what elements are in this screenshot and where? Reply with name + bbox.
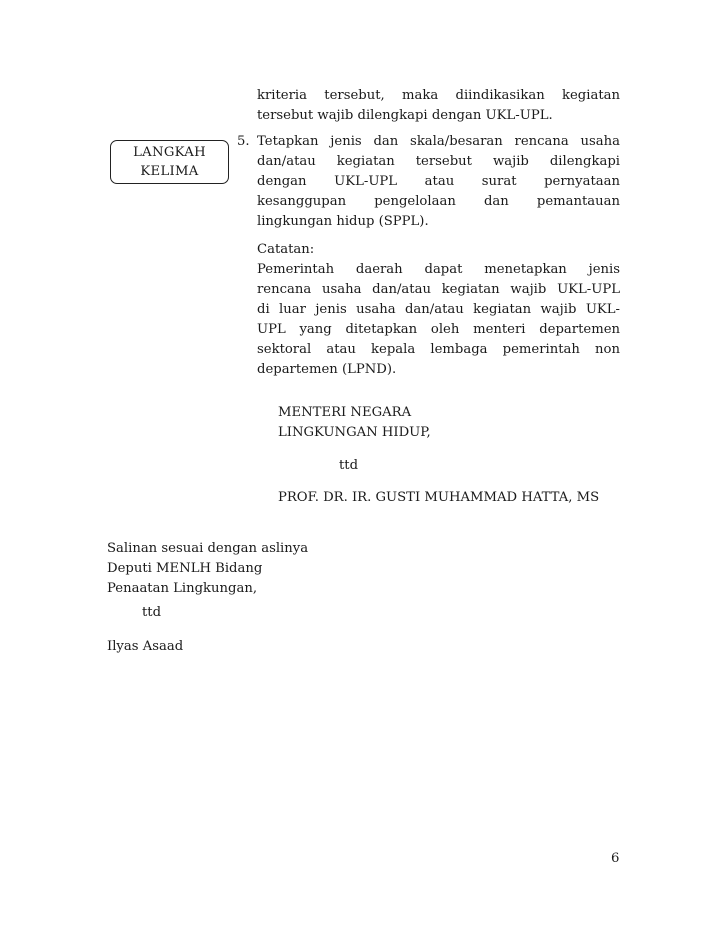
item5-line-5: lingkungan hidup (SPPL). xyxy=(257,214,429,229)
note-line-4: UPL yang ditetapkan oleh menteri departemen xyxy=(257,322,620,337)
note-line-1: Pemerintah daerah dapat menetapkan jenis xyxy=(257,262,620,277)
note-line-3: di luar jenis usaha dan/atau kegiatan wajib UKL- xyxy=(257,302,620,317)
item5-line-4: kesanggupan pengelolaan dan pemantauan xyxy=(257,194,620,209)
page-number: 6 xyxy=(611,851,620,866)
copy-line-1: Salinan sesuai dengan aslinya xyxy=(107,541,309,556)
signature-title-line-1: MENTERI NEGARA xyxy=(278,405,412,420)
item5-line-1: Tetapkan jenis dan skala/besaran rencana usaha xyxy=(257,134,620,149)
copy-signer-name: Ilyas Asaad xyxy=(107,639,184,654)
signature-title-line-2: LINGKUNGAN HIDUP, xyxy=(278,425,431,440)
step-label-box xyxy=(110,140,229,184)
continuation-line-2: tersebut wajib dilengkapi dengan UKL-UPL. xyxy=(257,108,553,123)
note-heading: Catatan: xyxy=(257,242,315,257)
item5-line-2: dan/atau kegiatan tersebut wajib dilengkapi xyxy=(257,154,620,169)
signature-ttd: ttd xyxy=(339,458,359,473)
copy-line-3: Penaatan Lingkungan, xyxy=(107,581,258,596)
item5-line-3: dengan UKL-UPL atau surat pernyataan xyxy=(257,174,620,189)
copy-line-2: Deputi MENLH Bidang xyxy=(107,561,263,576)
item-number: 5. xyxy=(237,134,250,149)
note-line-6: departemen (LPND). xyxy=(257,362,397,377)
step-label-line-1: LANGKAH xyxy=(133,145,206,160)
note-line-5: sektoral atau kepala lembaga pemerintah non xyxy=(257,342,620,357)
continuation-line-1: kriteria tersebut, maka diindikasikan kegiatan xyxy=(257,88,620,103)
copy-ttd: ttd xyxy=(142,605,162,620)
signature-name: PROF. DR. IR. GUSTI MUHAMMAD HATTA, MS xyxy=(278,490,600,505)
step-label-line-2: KELIMA xyxy=(140,164,199,179)
note-line-2: rencana usaha dan/atau kegiatan wajib UKL-UPL xyxy=(257,282,620,297)
